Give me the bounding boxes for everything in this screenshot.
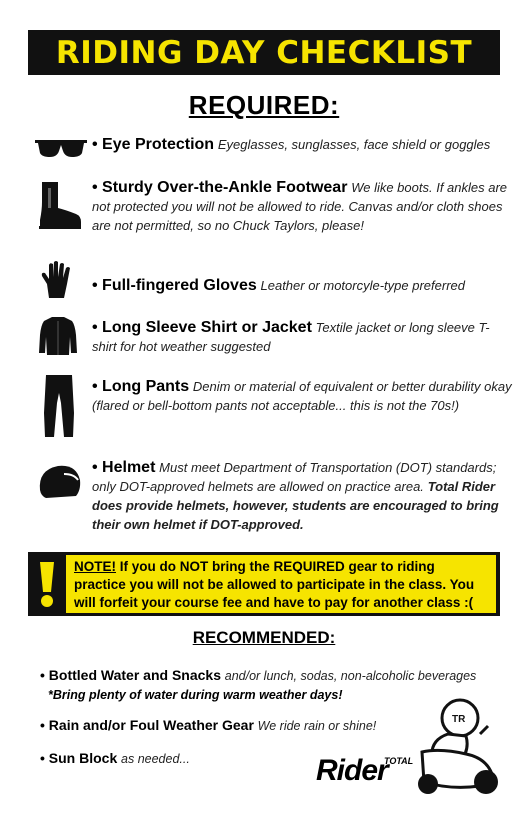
- note-box: [28, 552, 500, 616]
- required-item-gloves: • Full-fingered Gloves Leather or motorcyle-type preferred: [92, 277, 465, 294]
- logo-word: Rider: [316, 754, 388, 787]
- total-rider-logo: [310, 690, 510, 800]
- recommended-item-sun-block: • Sun Block as needed...: [40, 750, 190, 766]
- logo-small-text: TOTAL: [384, 756, 414, 766]
- required-item-jacket: • Long Sleeve Shirt or Jacket Textile jacket or long sleeve T-shirt for hot weather suggested: [92, 319, 490, 354]
- boot-icon: [36, 180, 82, 230]
- required-item-footwear: • Sturdy Over-the-Ankle Footwear We like boots. If ankles are not protected you will not be allowed to ride. Canvas and/or cloth shoes are not permitted, so no Chuck Taylors, please!: [92, 179, 508, 233]
- sunglasses-icon: [34, 136, 88, 158]
- note-text: If you do NOT bring the REQUIRED gear to riding practice you will not be allowed to participate in the class. You will forfeit your course fee and have to pay for another class :(: [74, 559, 475, 610]
- recommended-item-rain-gear: • Rain and/or Foul Weather Gear We ride rain or shine!: [40, 717, 377, 733]
- required-item-pants: • Long Pants Denim or material of equivalent or better durability okay (flared or bell-bottom pants not acceptable... this is not the 70s!): [92, 378, 512, 413]
- page-title: RIDING DAY CHECKLIST: [55, 34, 473, 71]
- recommended-item-water: • Bottled Water and Snacks and/or lunch, sodas, non-alcoholic beverages *Bring plenty of water during warm weather days!: [40, 666, 500, 705]
- exclamation-icon: [28, 552, 66, 616]
- note-label: NOTE!: [74, 559, 116, 574]
- jacket-icon: [38, 315, 78, 357]
- required-heading: REQUIRED:: [188, 90, 340, 120]
- title-banner: [28, 30, 500, 75]
- water-note: *Bring plenty of water during warm weather days!: [48, 688, 343, 702]
- helmet-icon: [36, 462, 82, 502]
- svg-text:TR: TR: [452, 714, 466, 725]
- pants-icon: [42, 373, 76, 439]
- required-item-eye-protection: • Eye Protection Eyeglasses, sunglasses, face shield or goggles: [92, 136, 491, 153]
- recommended-heading: RECOMMENDED:: [192, 628, 336, 647]
- glove-icon: [40, 260, 74, 300]
- required-item-helmet: • Helmet Must meet Department of Transportation (DOT) standards; only DOT-approved helmets are allowed on practice area. Total Rider does provide helmets, however, students are encouraged to bring their own helmet if DOT-approved.: [92, 459, 499, 532]
